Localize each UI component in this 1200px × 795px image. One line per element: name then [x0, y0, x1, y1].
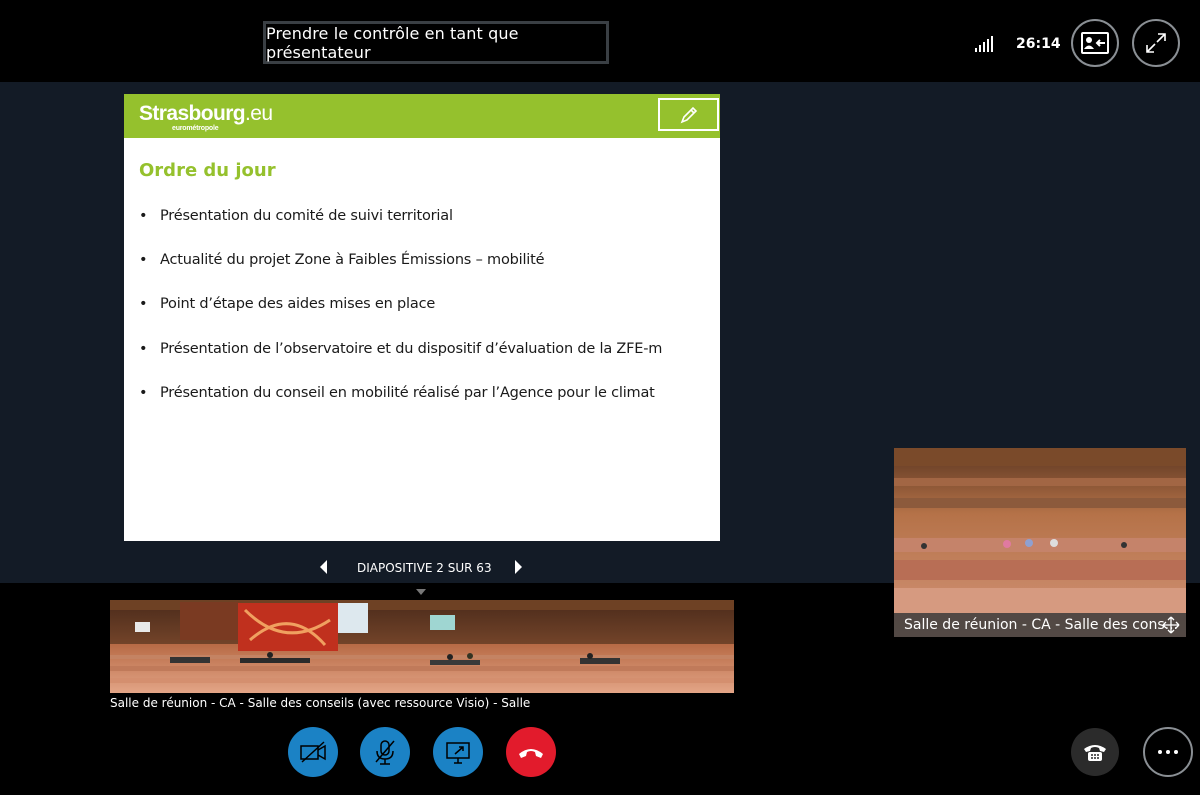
self-view-caption-bar [894, 613, 1186, 637]
slide-counter: DIAPOSITIVE 2 SUR 63 [357, 561, 492, 575]
self-view-video[interactable] [894, 448, 1186, 637]
signal-icon [975, 36, 995, 52]
call-timer: 26:14 [1016, 36, 1061, 52]
dialpad-icon [1082, 741, 1108, 763]
more-icon [1157, 749, 1179, 755]
video-toggle-button[interactable] [288, 727, 338, 777]
previous-slide-icon[interactable] [318, 560, 330, 574]
meeting-room-caption: Salle de réunion - CA - Salle des conseils (avec ressource Visio) - Salle [110, 696, 531, 710]
hang-up-icon [516, 742, 546, 762]
agenda-item: • Point d’étape des aides mises en place [139, 296, 662, 340]
agenda-item: • Présentation du comité de suivi territorial [139, 208, 662, 252]
presentation-slide [124, 94, 720, 541]
participants-button[interactable] [1071, 19, 1119, 67]
meeting-room-video[interactable] [110, 600, 734, 693]
share-screen-button[interactable] [433, 727, 483, 777]
present-screen-icon [444, 739, 472, 765]
pencil-icon [679, 105, 699, 125]
collapse-caret-icon[interactable] [416, 589, 426, 595]
video-off-icon [298, 740, 328, 764]
agenda-item: • Présentation du conseil en mobilité réalisé par l’Agence pour le climat [139, 385, 662, 429]
mic-muted-icon [372, 738, 398, 766]
self-view-caption: Salle de réunion - CA - Salle des cons... [904, 617, 1178, 633]
next-slide-icon[interactable] [512, 560, 524, 574]
agenda-list [139, 208, 662, 429]
slide-header [124, 94, 720, 138]
fullscreen-button[interactable] [1132, 19, 1180, 67]
take-control-button[interactable]: Prendre le contrôle en tant que présentateur [263, 21, 609, 64]
agenda-item: • Présentation de l’observatoire et du dispositif d’évaluation de la ZFE-m [139, 341, 662, 385]
mute-button[interactable] [360, 727, 410, 777]
more-options-button[interactable] [1143, 727, 1193, 777]
slide-title: Ordre du jour [139, 160, 276, 181]
contact-card-icon [1081, 32, 1109, 54]
move-icon[interactable] [1162, 616, 1180, 634]
dialpad-button[interactable] [1071, 728, 1119, 776]
annotate-button[interactable] [658, 98, 719, 131]
strasbourg-logo: Strasbourg.eu eurométropole [139, 102, 273, 132]
agenda-item: • Actualité du projet Zone à Faibles Émissions – mobilité [139, 252, 662, 296]
hang-up-button[interactable] [506, 727, 556, 777]
expand-icon [1144, 31, 1168, 55]
